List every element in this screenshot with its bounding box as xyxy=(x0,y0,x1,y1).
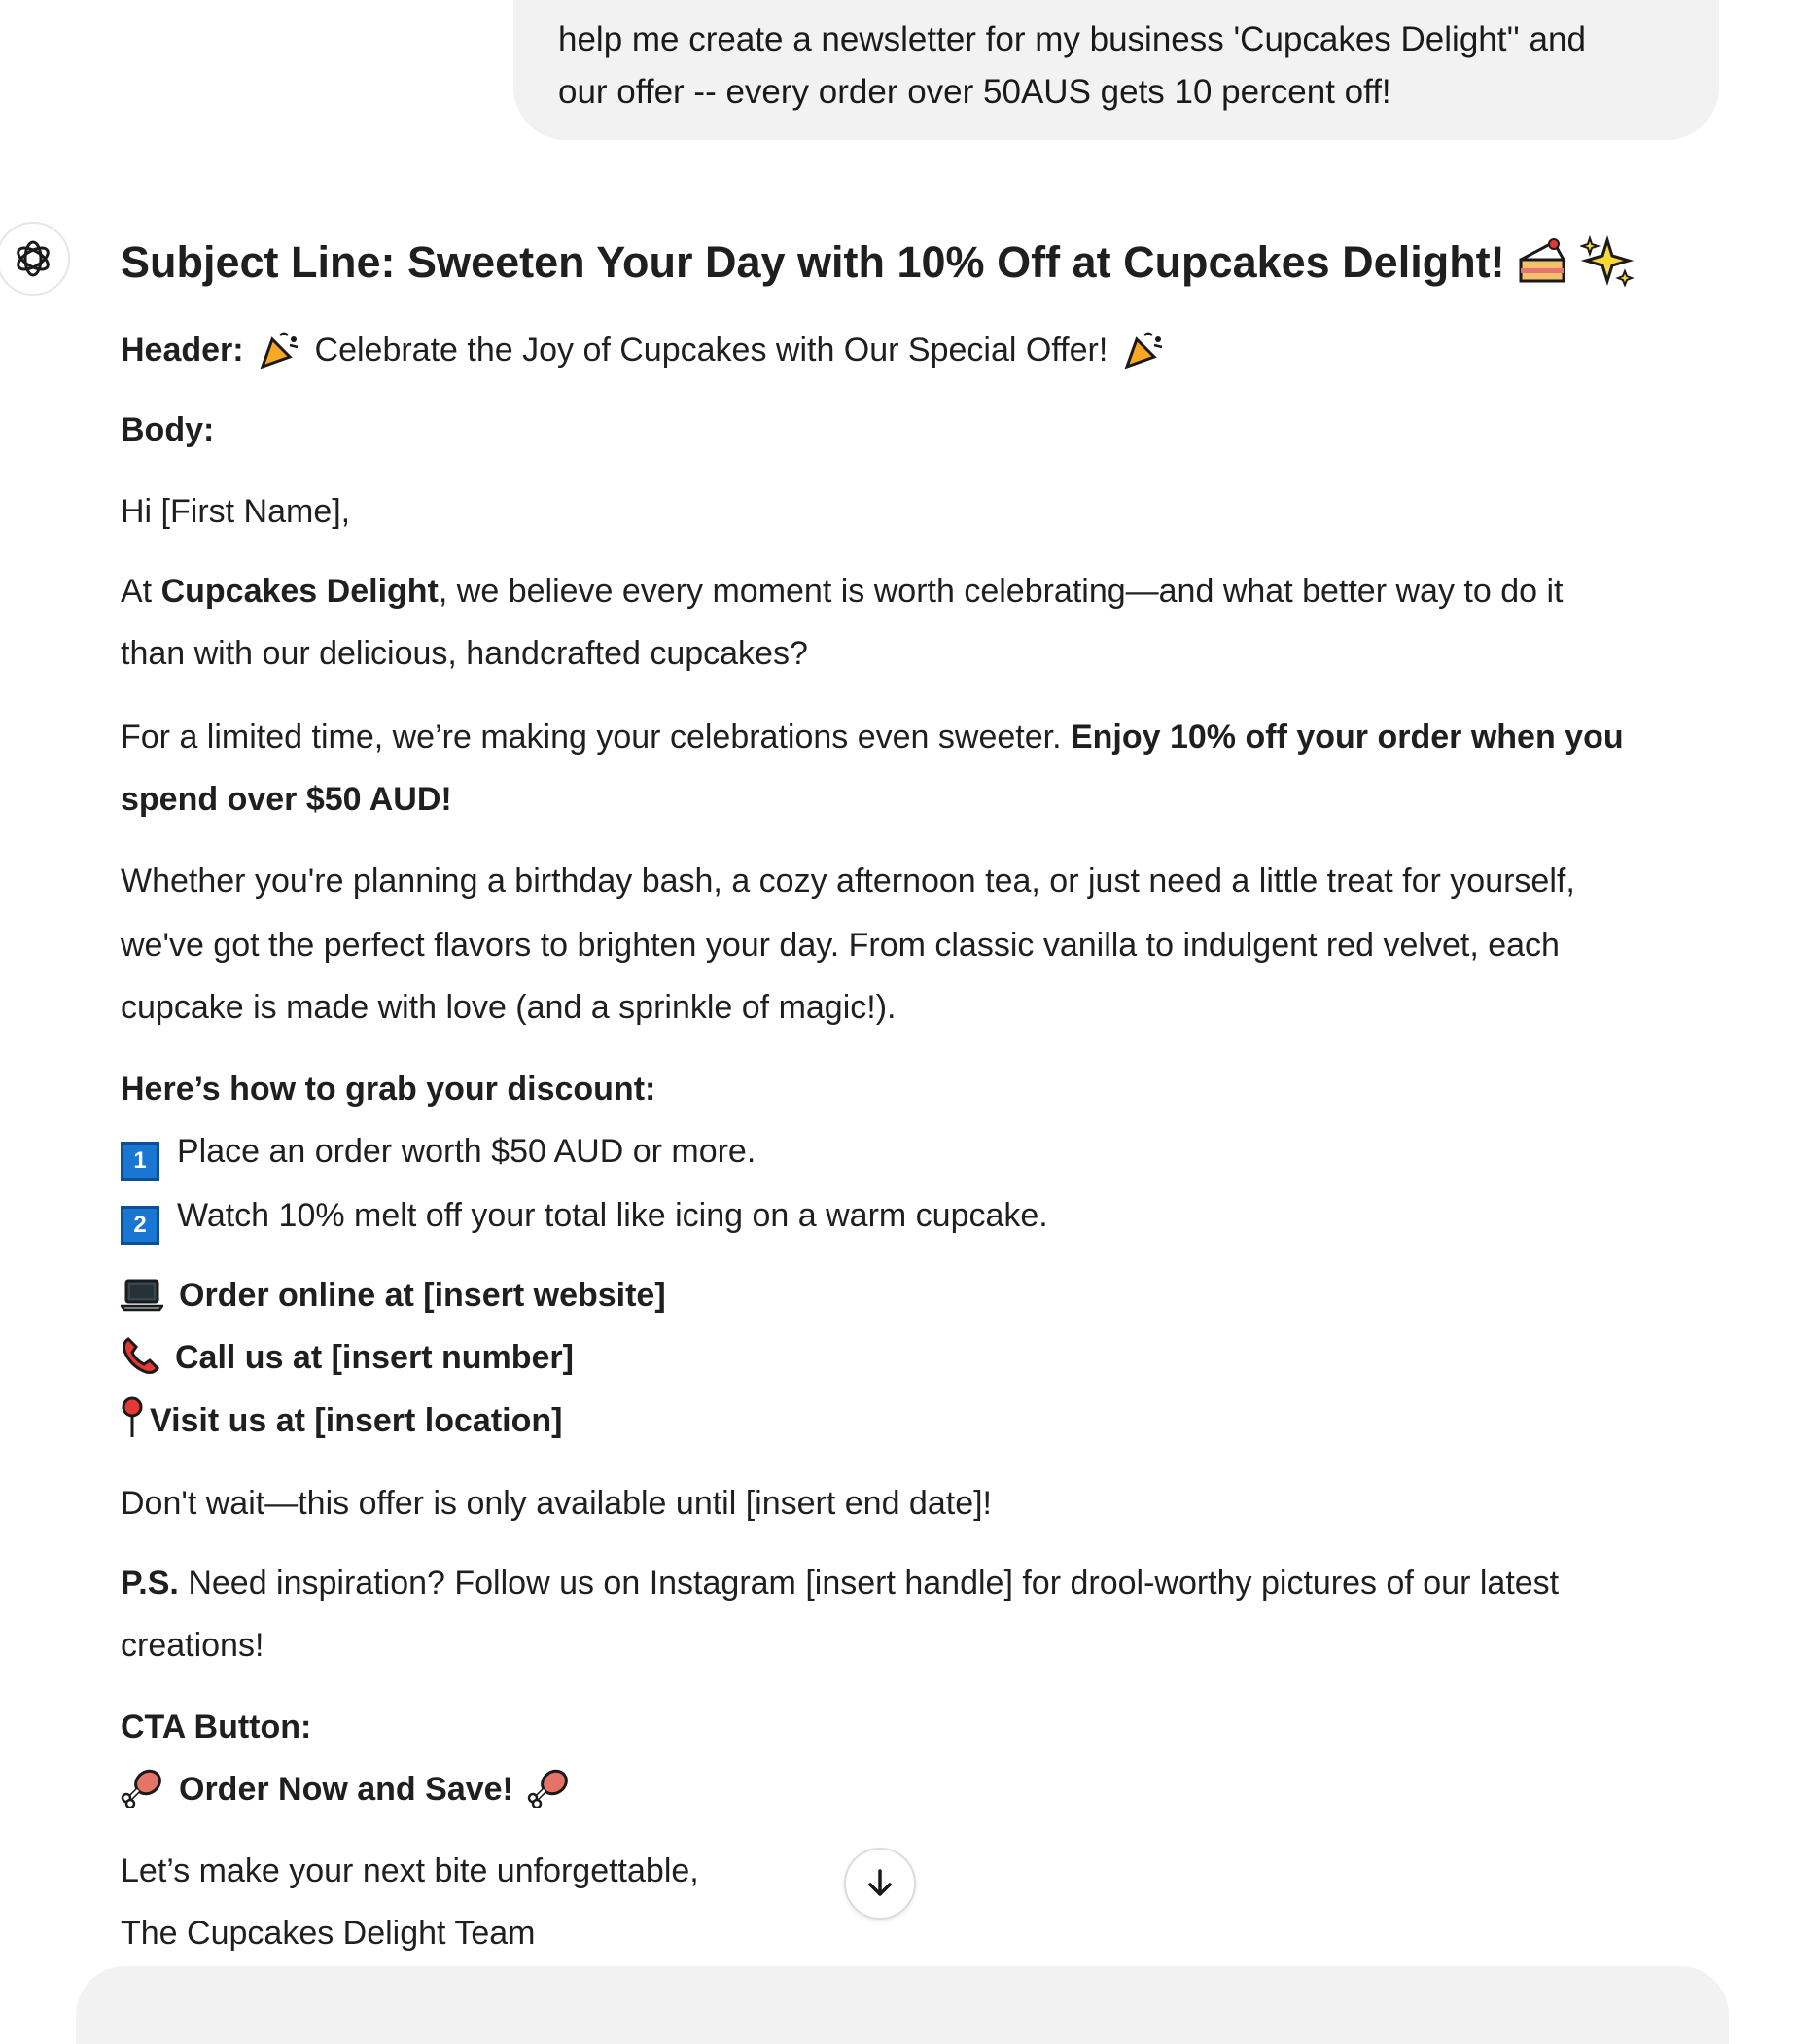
paragraph-line: we've got the perfect flavors to brighten your day. From classic vanilla to indulgent red velvet, each xyxy=(121,927,1560,964)
header-text: Celebrate the Joy of Cupcakes with Our Special Offer! xyxy=(314,332,1108,369)
body-label: Body: xyxy=(121,411,215,448)
cake-slice-icon xyxy=(1517,236,1567,285)
cta-label: CTA Button: xyxy=(121,1709,312,1745)
contact-text: Visit us at [insert location] xyxy=(150,1402,563,1439)
cta-text: Order Now and Save! xyxy=(179,1771,513,1808)
party-popper-icon xyxy=(1123,330,1164,369)
openai-logo-icon xyxy=(12,237,54,280)
pushpin-icon xyxy=(121,1396,144,1439)
postscript-line: creations! xyxy=(121,1627,264,1664)
offer-highlight: spend over $50 AUD! xyxy=(121,781,452,818)
signoff-line: The Cupcakes Delight Team xyxy=(121,1915,536,1952)
laptop-icon xyxy=(121,1277,163,1312)
contact-website xyxy=(121,1272,666,1319)
postscript-line xyxy=(121,1560,1559,1606)
user-message-bubble xyxy=(513,0,1719,140)
text-span: , we believe every moment is worth celebrating—and what better way to do it xyxy=(438,573,1564,610)
party-popper-icon xyxy=(259,330,299,369)
paragraph-line xyxy=(121,714,1624,760)
step-item xyxy=(121,1128,756,1181)
keycap-two-icon: 2 xyxy=(121,1206,159,1245)
meat-on-bone-icon xyxy=(121,1767,163,1808)
step-text: Place an order worth $50 AUD or more. xyxy=(177,1133,756,1170)
assistant-avatar xyxy=(0,222,70,296)
step-item xyxy=(121,1192,1048,1245)
user-message-line: our offer -- every order over 50AUS gets 10 percent off! xyxy=(558,73,1391,111)
header-label: Header: xyxy=(121,332,244,369)
paragraph-line: than with our delicious, handcrafted cupcakes? xyxy=(121,635,808,672)
postscript-label: P.S. xyxy=(121,1565,179,1602)
telephone-icon xyxy=(121,1335,161,1376)
scroll-to-bottom-button[interactable] xyxy=(844,1848,916,1920)
paragraph-line: Whether you're planning a birthday bash, a cozy afternoon tea, or just need a little treat for yourself, xyxy=(121,863,1575,899)
offer-deadline: Don't wait—this offer is only available until [insert end date]! xyxy=(121,1485,993,1522)
steps-heading: Here’s how to grab your discount: xyxy=(121,1071,656,1108)
user-message-line: help me create a newsletter for my business 'Cupcakes Delight'' and xyxy=(558,20,1586,58)
contact-location xyxy=(121,1396,562,1444)
text-span: For a limited time, we’re making your celebrations even sweeter. xyxy=(121,719,1071,756)
signoff-line: Let’s make your next bite unforgettable, xyxy=(121,1852,699,1889)
cta-line xyxy=(121,1766,570,1813)
step-text: Watch 10% melt off your total like icing on a warm cupcake. xyxy=(177,1197,1048,1234)
contact-text: Call us at [insert number] xyxy=(175,1339,574,1376)
paragraph-line: cupcake is made with love (and a sprinkle of magic!). xyxy=(121,989,897,1026)
message-composer[interactable] xyxy=(76,1966,1729,2044)
text-span: At xyxy=(121,573,161,610)
arrow-down-icon xyxy=(863,1867,897,1900)
meat-on-bone-icon xyxy=(527,1767,570,1808)
contact-text: Order online at [insert website] xyxy=(179,1277,666,1314)
contact-phone xyxy=(121,1334,574,1381)
paragraph-line xyxy=(121,568,1563,615)
greeting: Hi [First Name], xyxy=(121,493,351,530)
subject-label: Subject Line: xyxy=(121,237,396,287)
keycap-one-icon: 1 xyxy=(121,1142,159,1181)
subject-line xyxy=(121,233,1635,292)
business-name: Cupcakes Delight xyxy=(160,573,439,610)
offer-highlight: Enjoy 10% off your order when you xyxy=(1070,719,1624,756)
text-span: Need inspiration? Follow us on Instagram [insert handle] for drool-worthy pictures of our latest xyxy=(178,1565,1560,1602)
subject-text: Sweeten Your Day with 10% Off at Cupcakes Delight! xyxy=(407,237,1505,287)
header-line xyxy=(121,327,1164,373)
sparkles-icon xyxy=(1580,234,1635,287)
